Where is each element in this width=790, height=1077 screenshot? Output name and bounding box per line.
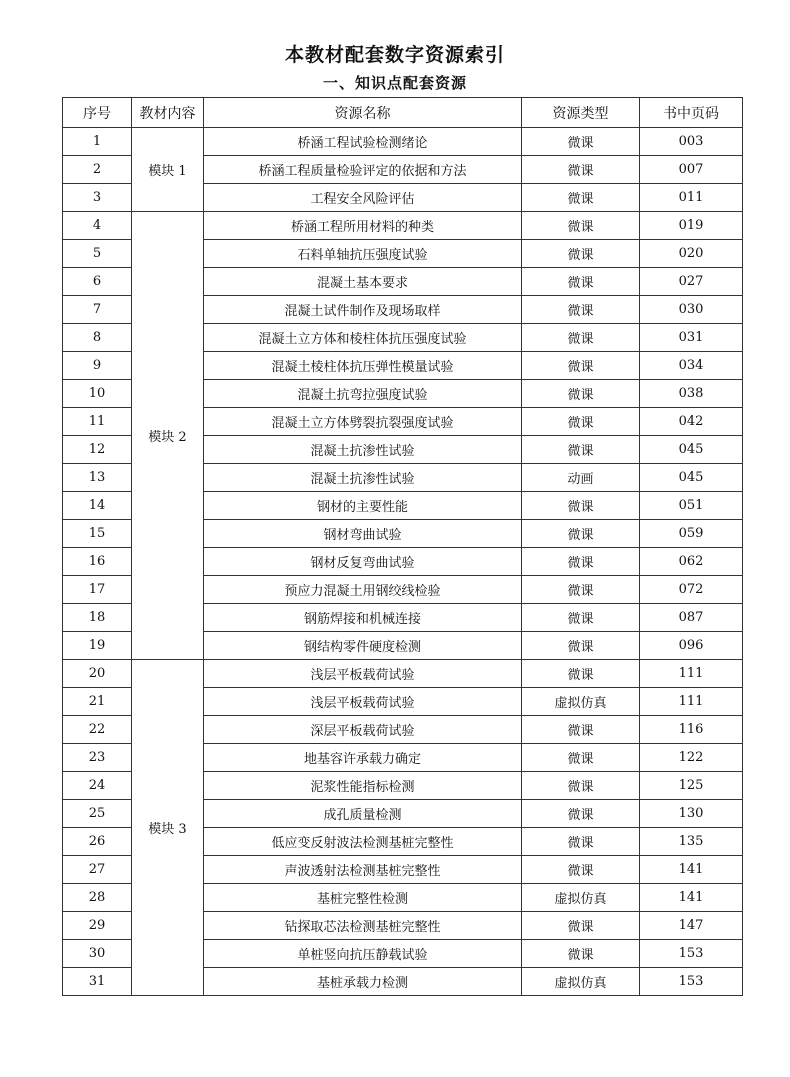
resource-name: 钢材弯曲试验 bbox=[204, 520, 522, 548]
page-number: 096 bbox=[640, 632, 743, 660]
page-number: 007 bbox=[640, 156, 743, 184]
module-label: 模块 2 bbox=[132, 212, 204, 660]
row-number: 11 bbox=[63, 408, 132, 436]
page-number: 116 bbox=[640, 716, 743, 744]
page-number: 019 bbox=[640, 212, 743, 240]
page-number: 125 bbox=[640, 772, 743, 800]
module-label: 模块 1 bbox=[132, 128, 204, 212]
page-number: 034 bbox=[640, 352, 743, 380]
resource-name: 深层平板载荷试验 bbox=[204, 716, 522, 744]
column-header-content: 教材内容 bbox=[132, 98, 204, 128]
resource-type: 微课 bbox=[522, 436, 640, 464]
row-number: 15 bbox=[63, 520, 132, 548]
row-number: 31 bbox=[63, 968, 132, 996]
resource-type: 微课 bbox=[522, 240, 640, 268]
resource-name: 浅层平板载荷试验 bbox=[204, 688, 522, 716]
page-number: 062 bbox=[640, 548, 743, 576]
resource-type: 微课 bbox=[522, 548, 640, 576]
resource-type: 微课 bbox=[522, 912, 640, 940]
resource-type: 微课 bbox=[522, 604, 640, 632]
row-number: 9 bbox=[63, 352, 132, 380]
resource-type: 微课 bbox=[522, 324, 640, 352]
resource-name: 钢材反复弯曲试验 bbox=[204, 548, 522, 576]
row-number: 22 bbox=[63, 716, 132, 744]
resource-type: 虚拟仿真 bbox=[522, 968, 640, 996]
row-number: 21 bbox=[63, 688, 132, 716]
row-number: 20 bbox=[63, 660, 132, 688]
row-number: 16 bbox=[63, 548, 132, 576]
table-row bbox=[63, 128, 743, 156]
page-number: 141 bbox=[640, 884, 743, 912]
row-number: 23 bbox=[63, 744, 132, 772]
resource-name: 基桩完整性检测 bbox=[204, 884, 522, 912]
table-header-row bbox=[63, 98, 743, 128]
resource-name: 钢筋焊接和机械连接 bbox=[204, 604, 522, 632]
column-header-number: 序号 bbox=[63, 98, 132, 128]
table-row bbox=[63, 212, 743, 240]
resource-type: 微课 bbox=[522, 128, 640, 156]
resource-name: 预应力混凝土用钢绞线检验 bbox=[204, 576, 522, 604]
resource-type: 微课 bbox=[522, 660, 640, 688]
row-number: 26 bbox=[63, 828, 132, 856]
resource-type: 微课 bbox=[522, 212, 640, 240]
page-number: 003 bbox=[640, 128, 743, 156]
resource-name: 桥涵工程质量检验评定的依据和方法 bbox=[204, 156, 522, 184]
resource-type: 微课 bbox=[522, 772, 640, 800]
resource-type: 微课 bbox=[522, 184, 640, 212]
page-number: 111 bbox=[640, 660, 743, 688]
page-number: 051 bbox=[640, 492, 743, 520]
page-number: 147 bbox=[640, 912, 743, 940]
resource-name: 混凝土基本要求 bbox=[204, 268, 522, 296]
resource-name: 混凝土立方体和棱柱体抗压强度试验 bbox=[204, 324, 522, 352]
row-number: 30 bbox=[63, 940, 132, 968]
resource-name: 混凝土抗渗性试验 bbox=[204, 464, 522, 492]
resource-name: 地基容许承载力确定 bbox=[204, 744, 522, 772]
row-number: 27 bbox=[63, 856, 132, 884]
page-number: 111 bbox=[640, 688, 743, 716]
row-number: 4 bbox=[63, 212, 132, 240]
resource-name: 混凝土抗弯拉强度试验 bbox=[204, 380, 522, 408]
resource-name: 桥涵工程试验检测绪论 bbox=[204, 128, 522, 156]
resource-type: 微课 bbox=[522, 828, 640, 856]
resource-type: 微课 bbox=[522, 492, 640, 520]
resource-name: 声波透射法检测基桩完整性 bbox=[204, 856, 522, 884]
page-number: 153 bbox=[640, 968, 743, 996]
row-number: 28 bbox=[63, 884, 132, 912]
row-number: 29 bbox=[63, 912, 132, 940]
page-number: 042 bbox=[640, 408, 743, 436]
page-number: 030 bbox=[640, 296, 743, 324]
page-number: 072 bbox=[640, 576, 743, 604]
resource-name: 混凝土抗渗性试验 bbox=[204, 436, 522, 464]
resource-name: 桥涵工程所用材料的种类 bbox=[204, 212, 522, 240]
resource-name: 单桩竖向抗压静载试验 bbox=[204, 940, 522, 968]
page-number: 011 bbox=[640, 184, 743, 212]
page-number: 059 bbox=[640, 520, 743, 548]
page-number: 135 bbox=[640, 828, 743, 856]
resource-name: 工程安全风险评估 bbox=[204, 184, 522, 212]
resource-type: 微课 bbox=[522, 156, 640, 184]
resource-type: 微课 bbox=[522, 800, 640, 828]
page-number: 153 bbox=[640, 940, 743, 968]
page-number: 045 bbox=[640, 436, 743, 464]
table-body bbox=[63, 128, 743, 996]
row-number: 10 bbox=[63, 380, 132, 408]
resource-type: 微课 bbox=[522, 352, 640, 380]
row-number: 5 bbox=[63, 240, 132, 268]
resource-name: 混凝土立方体劈裂抗裂强度试验 bbox=[204, 408, 522, 436]
resource-name: 低应变反射波法检测基桩完整性 bbox=[204, 828, 522, 856]
resource-name: 成孔质量检测 bbox=[204, 800, 522, 828]
resource-type: 微课 bbox=[522, 940, 640, 968]
row-number: 18 bbox=[63, 604, 132, 632]
column-header-page: 书中页码 bbox=[640, 98, 743, 128]
row-number: 24 bbox=[63, 772, 132, 800]
module-label: 模块 3 bbox=[132, 660, 204, 996]
resource-type: 微课 bbox=[522, 632, 640, 660]
resource-name: 钢结构零件硬度检测 bbox=[204, 632, 522, 660]
resource-name: 基桩承载力检测 bbox=[204, 968, 522, 996]
row-number: 14 bbox=[63, 492, 132, 520]
column-header-resource-type: 资源类型 bbox=[522, 98, 640, 128]
resource-type: 微课 bbox=[522, 296, 640, 324]
row-number: 12 bbox=[63, 436, 132, 464]
resource-name: 混凝土棱柱体抗压弹性模量试验 bbox=[204, 352, 522, 380]
page-number: 038 bbox=[640, 380, 743, 408]
resource-name: 混凝土试件制作及现场取样 bbox=[204, 296, 522, 324]
resource-type: 虚拟仿真 bbox=[522, 688, 640, 716]
resource-name: 泥浆性能指标检测 bbox=[204, 772, 522, 800]
page-number: 031 bbox=[640, 324, 743, 352]
resource-type: 微课 bbox=[522, 716, 640, 744]
row-number: 6 bbox=[63, 268, 132, 296]
resource-name: 钻探取芯法检测基桩完整性 bbox=[204, 912, 522, 940]
resource-type: 微课 bbox=[522, 408, 640, 436]
page-number: 020 bbox=[640, 240, 743, 268]
page-number: 027 bbox=[640, 268, 743, 296]
resource-type: 微课 bbox=[522, 744, 640, 772]
resource-type: 微课 bbox=[522, 856, 640, 884]
section-subtitle: 一、知识点配套资源 bbox=[322, 74, 467, 92]
row-number: 19 bbox=[63, 632, 132, 660]
table-row bbox=[63, 660, 743, 688]
resource-type: 微课 bbox=[522, 576, 640, 604]
resource-name: 钢材的主要性能 bbox=[204, 492, 522, 520]
page-number: 130 bbox=[640, 800, 743, 828]
row-number: 17 bbox=[63, 576, 132, 604]
page-title: 本教材配套数字资源索引 bbox=[284, 44, 505, 66]
row-number: 2 bbox=[63, 156, 132, 184]
resource-type: 微课 bbox=[522, 268, 640, 296]
page-number: 141 bbox=[640, 856, 743, 884]
row-number: 13 bbox=[63, 464, 132, 492]
resource-type: 微课 bbox=[522, 520, 640, 548]
row-number: 7 bbox=[63, 296, 132, 324]
resource-name: 石料单轴抗压强度试验 bbox=[204, 240, 522, 268]
resource-name: 浅层平板载荷试验 bbox=[204, 660, 522, 688]
row-number: 3 bbox=[63, 184, 132, 212]
resource-type: 动画 bbox=[522, 464, 640, 492]
row-number: 8 bbox=[63, 324, 132, 352]
resource-type: 虚拟仿真 bbox=[522, 884, 640, 912]
resource-table bbox=[62, 97, 743, 996]
row-number: 1 bbox=[63, 128, 132, 156]
page-number: 122 bbox=[640, 744, 743, 772]
row-number: 25 bbox=[63, 800, 132, 828]
page-number: 045 bbox=[640, 464, 743, 492]
column-header-resource-name: 资源名称 bbox=[204, 98, 522, 128]
resource-type: 微课 bbox=[522, 380, 640, 408]
page-number: 087 bbox=[640, 604, 743, 632]
